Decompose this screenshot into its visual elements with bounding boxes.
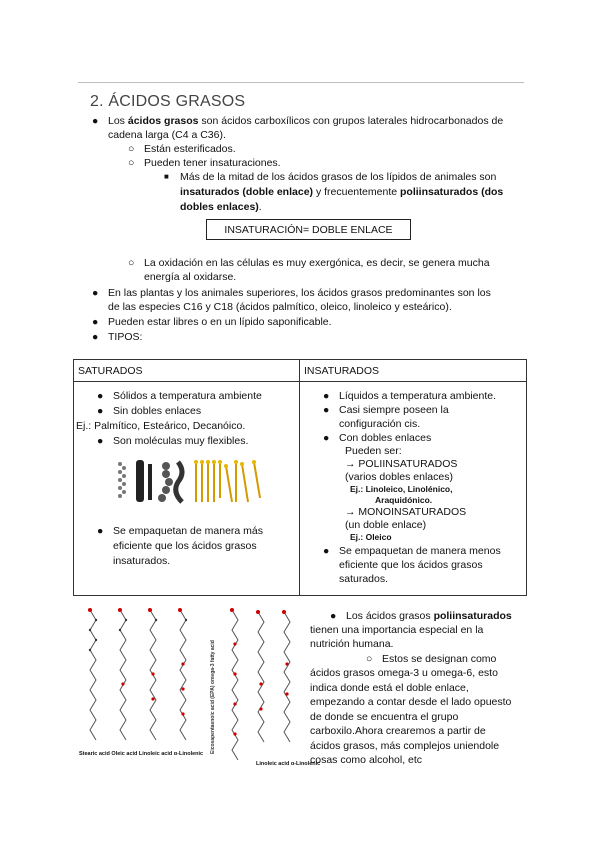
bullet-dot: ● [323, 545, 330, 557]
bottom-line-6: indica donde está el doble enlace, [310, 682, 469, 694]
sub3-line-1: Más de la mitad de los ácidos grasos de los lípidos de animales son [180, 171, 497, 183]
right-item-3: Con dobles enlaces [339, 432, 432, 444]
text: Los ácidos grasos [346, 610, 434, 622]
bottom-line-5: ácidos grasos omega-3 u omega-6, esto [310, 667, 498, 679]
bullet-dot: ● [97, 435, 104, 447]
text: y frecuentemente [313, 186, 400, 198]
intro-text: Los [108, 115, 128, 127]
b2-line-1: En las plantas y los animales superiores, los ácidos grasos predominantes son los [108, 287, 491, 299]
left-item-4-line-3: insaturados. [113, 555, 171, 567]
text: . [258, 201, 262, 213]
header-saturados: SATURADOS [78, 365, 143, 377]
circle-bullet: ○ [128, 157, 135, 169]
circle-bullet: ○ [128, 143, 135, 155]
bullet-dot: ● [97, 405, 104, 417]
bottom-line-10: ácidos grasos, más complejos uniendole [310, 740, 500, 752]
bottom-line-2: tienen una importancia especial en la [310, 624, 484, 636]
right-item-2-line-1: Casi siempre poseen la [339, 404, 449, 416]
square-bullet: ■ [164, 172, 169, 181]
bold-text: poliinsaturados (dos [400, 186, 504, 198]
bullet-dot: ● [323, 432, 330, 444]
left-item-3: Son moléculas muy flexibles. [113, 435, 249, 447]
sub-item-1: Están esterificados. [144, 143, 236, 155]
right-poli-ej2: Araquidónico. [375, 495, 433, 505]
right-poli-ej1: Ej.: Linoleico, Linolénico, [350, 484, 453, 494]
right-item-4-line-2: eficiente que los ácidos grasos [339, 559, 483, 571]
intro-line-2: cadena larga (C4 a C36). [108, 129, 226, 141]
bullet-dot: ● [92, 331, 99, 343]
bullet-dot: ● [323, 404, 330, 416]
header-insaturados: INSATURADOS [304, 365, 380, 377]
sub3-line-3 [180, 200, 262, 214]
right-mono-desc: (un doble enlace) [345, 519, 427, 531]
section-title: 2. ÁCIDOS GRASOS [90, 93, 246, 110]
right-poli: → POLIINSATURADOS [345, 458, 458, 470]
bullet-dot: ● [97, 525, 104, 537]
fig2-caption: Linoleic acid α-Linolenic [256, 761, 321, 767]
left-ej: Ej.: Palmítico, Esteárico, Decanóico. [76, 420, 246, 432]
bottom-line-9: carboxilo.Ahora crearemos a partir de [310, 725, 486, 737]
right-pueden: Pueden ser: [345, 445, 402, 457]
left-item-4-line-2: eficiente que los ácidos grasos [113, 540, 257, 552]
bullet-dot: ● [92, 287, 99, 299]
fatty-acid-structures-figure [78, 604, 206, 764]
intro-bold: ácidos grasos [127, 115, 199, 127]
circle-bullet: ○ [128, 257, 135, 269]
right-mono: → MONOINSATURADOS [345, 506, 467, 518]
right-item-4-line-1: Se empaquetan de manera menos [339, 545, 501, 557]
bottom-line-4: Estos se designan como [382, 653, 497, 665]
bottom-line-7: empezando a contar desde el lado opuesto [310, 696, 512, 708]
intro-text: son ácidos carboxílicos con grupos laterales hidrocarbonados de [198, 115, 504, 127]
bullet-dot: ● [92, 316, 99, 328]
bullet-dot: ● [323, 390, 330, 402]
fig1-caption: Stearic acid Oleic acid Linoleic acid α-Linolenic [79, 751, 204, 757]
right-item-4-line-3: saturados. [339, 573, 389, 585]
sub4-line-1: La oxidación en las células es muy exergónica, es decir, se genera mucha [144, 257, 490, 269]
bold-text: insaturados (doble enlace) [180, 186, 314, 198]
bullet-dot: ● [97, 390, 104, 402]
bullet-dot: ● [92, 115, 99, 127]
right-mono-ej: Ej.: Oleico [350, 532, 392, 542]
left-item-1: Sólidos a temperatura ambiente [113, 390, 262, 402]
bold-text: poliinsaturados [433, 610, 512, 622]
sub-item-2: Pueden tener insaturaciones. [144, 157, 281, 169]
bottom-line-1 [346, 609, 512, 623]
right-poli-desc: (varios dobles enlaces) [345, 471, 453, 483]
bottom-line-11: cosas como alcohol, etc [310, 754, 423, 766]
left-item-4-line-1: Se empaquetan de manera más [113, 525, 264, 537]
insaturacion-box: INSATURACIÓN= DOBLE ENLACE [206, 219, 411, 240]
intro-line-1 [108, 114, 503, 128]
top-rule [78, 82, 524, 83]
bottom-line-8: de donde se encuentra el grupo [310, 711, 459, 723]
fatty-acid-models-figure [114, 458, 266, 506]
bottom-line-3: nutrición humana. [310, 638, 394, 650]
b3-line: Pueden estar libres o en un lípido saponificable. [108, 316, 332, 328]
right-item-1: Líquidos a temperatura ambiente. [339, 390, 497, 402]
bullet-dot: ● [330, 610, 337, 622]
b4-line: TIPOS: [108, 331, 143, 343]
right-item-2-line-2: configuración cis. [339, 418, 421, 430]
circle-bullet: ○ [366, 653, 373, 665]
sub3-line-2 [180, 185, 503, 199]
left-item-2: Sin dobles enlaces [113, 405, 202, 417]
sub4-line-2: energía al oxidarse. [144, 271, 237, 283]
fig2-side-label: Eicosapentaenoic acid (EPA) omega-3 fatty acid [210, 640, 216, 754]
omega-structures-figure [202, 604, 302, 774]
b2-line-2: de las especies C16 y C18 (ácidos palmítico, oleico, linoleico y esteárico). [108, 301, 452, 313]
bold-text: dobles enlaces) [180, 201, 259, 213]
